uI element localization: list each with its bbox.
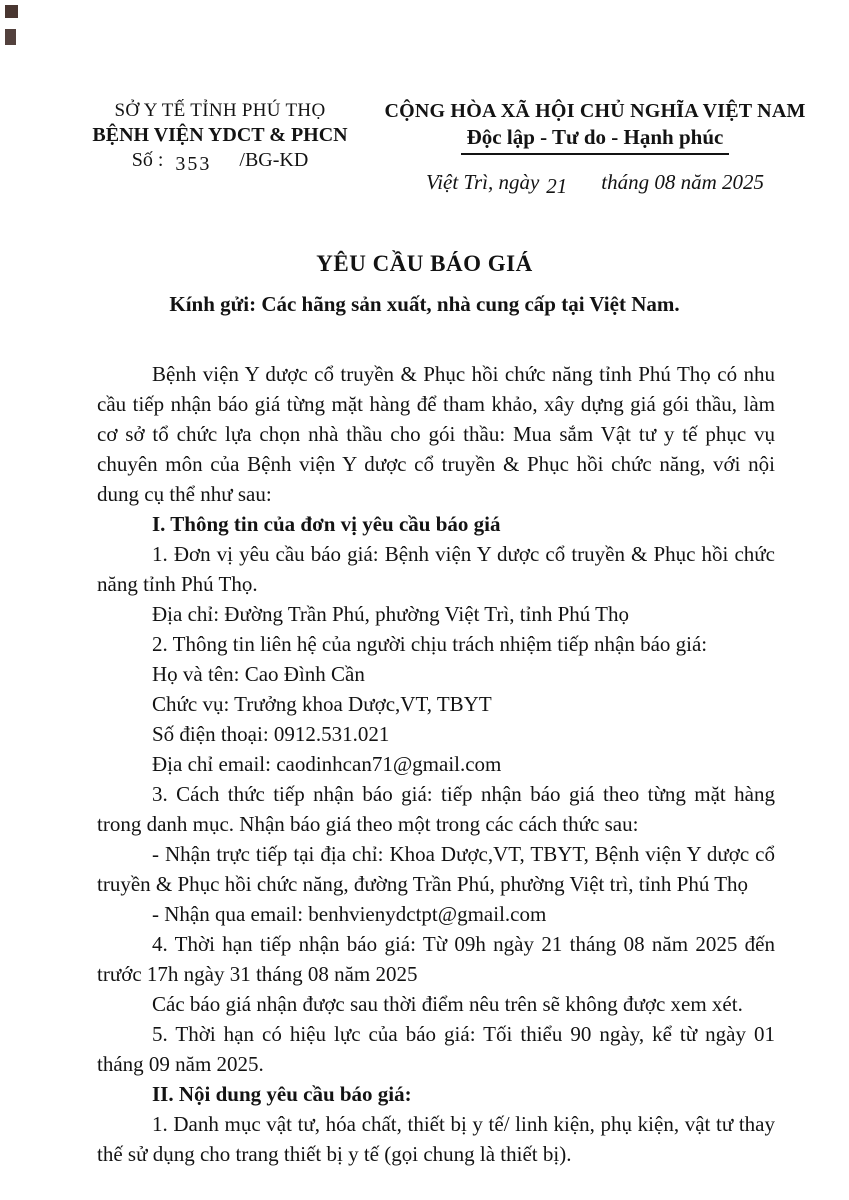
scan-artifact: [5, 29, 16, 45]
contact-phone-line: Số điện thoại: 0912.531.021: [152, 722, 390, 746]
place-date-prefix: Việt Trì, ngày: [425, 170, 540, 194]
place-date-line: [380, 170, 810, 198]
contact-info-heading: 2. Thông tin liên hệ của người chịu trách nhiệm tiếp nhận báo giá:: [152, 632, 708, 656]
salutation-line: Kính gửi: Các hãng sản xuất, nhà cung cấp tại Việt Nam.: [169, 292, 680, 316]
national-motto-line1: CỘNG HÒA XÃ HỘI CHỦ NGHĨA VIỆT NAM: [384, 100, 806, 122]
document-body: [97, 359, 775, 1169]
intro-paragraph: Bệnh viện Y dược cổ truyền & Phục hồi chức năng tỉnh Phú Thọ có nhu cầu tiếp nhận báo giá từng mặt hàng để tham khảo, xây dựng giá gói thầu, làm cơ sở tổ chức lựa chọn nhà thầu cho gói thầu: Mua sắm Vật tư y tế phục vụ chuyên môn của Bệnh viện Y dược cổ truyền & Phục hồi chức năng, với nội dung cụ thể như sau:: [97, 362, 775, 506]
late-quotes-note-line: Các báo giá nhận được sau thời điểm nêu trên sẽ không được xem xét.: [152, 992, 743, 1016]
issuer-department: SỞ Y TẾ TỈNH PHÚ THỌ: [114, 100, 326, 121]
page-title: YÊU CẦU BÁO GIÁ: [316, 251, 533, 276]
document-number-line: [60, 149, 380, 175]
section-i-heading: I. Thông tin của đơn vị yêu cầu báo giá: [152, 512, 501, 536]
item-list-line: 1. Danh mục vật tư, hóa chất, thiết bị y tế/ linh kiện, phụ kiện, vật tư thay thế sử dụng cho trang thiết bị y tế (gọi chung là thiết bị).: [97, 1112, 775, 1166]
contact-email-line: Địa chỉ email: caodinhcan71@gmail.com: [152, 752, 502, 776]
document-number-suffix: /BG-KD: [239, 149, 309, 171]
document-number-value: 353: [175, 153, 212, 175]
scan-artifact: [5, 5, 18, 18]
deadline-line: 4. Thời hạn tiếp nhận báo giá: Từ 09h ngày 21 tháng 08 năm 2025 đến trước 17h ngày 31 tháng 08 năm 2025: [97, 932, 775, 986]
validity-line: 5. Thời hạn có hiệu lực của báo giá: Tối thiểu 90 ngày, kể từ ngày 01 tháng 09 năm 2025.: [97, 1022, 775, 1076]
reception-method-line: 3. Cách thức tiếp nhận báo giá: tiếp nhận báo giá theo từng mặt hàng trong danh mục. Nhận báo giá theo một trong các cách thức sau:: [97, 782, 775, 836]
direct-reception-line: - Nhận trực tiếp tại địa chỉ: Khoa Dược,VT, TBYT, Bệnh viện Y dược cổ truyền & Phục hồi chức năng, đường Trần Phú, phường Việt trì, tỉnh Phú Thọ: [97, 842, 775, 896]
contact-name-line: Họ và tên: Cao Đình Cần: [152, 662, 365, 686]
date-day: 21: [546, 174, 568, 198]
requesting-unit-line: 1. Đơn vị yêu cầu báo giá: Bệnh viện Y dược cổ truyền & Phục hồi chức năng tỉnh Phú Thọ.: [97, 542, 775, 596]
address-line: Địa chỉ: Đường Trần Phú, phường Việt Trì, tỉnh Phú Thọ: [152, 602, 630, 626]
email-reception-line: - Nhận qua email: benhvienydctpt@gmail.com: [152, 902, 547, 926]
issuer-hospital: BỆNH VIỆN YDCT & PHCN: [92, 124, 348, 146]
contact-position-line: Chức vụ: Trưởng khoa Dược,VT, TBYT: [152, 692, 492, 716]
national-header-block: [380, 100, 810, 198]
date-rest: tháng 08 năm 2025: [601, 170, 765, 194]
document-header: [0, 0, 849, 198]
issuer-block: [60, 100, 380, 195]
national-motto-line2: Độc lập - Tư do - Hạnh phúc: [461, 125, 730, 155]
document-number-label: Số :: [131, 149, 164, 171]
section-ii-heading: II. Nội dung yêu cầu báo giá:: [152, 1082, 412, 1106]
